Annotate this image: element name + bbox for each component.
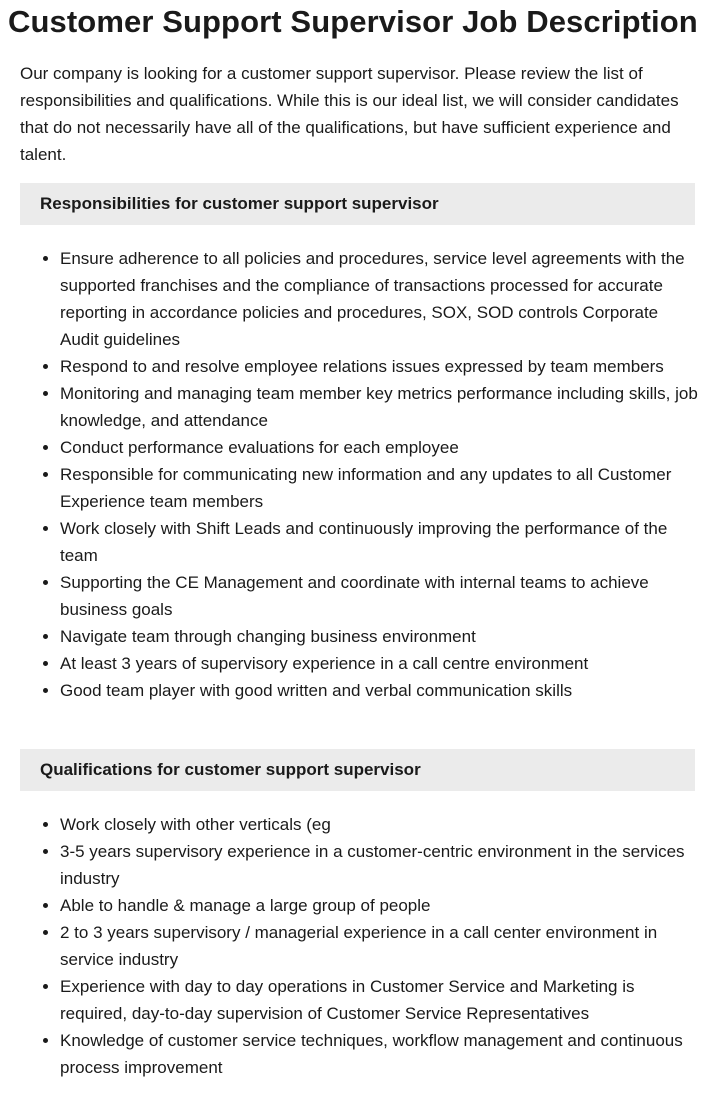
responsibilities-list [20, 245, 700, 704]
list-item: • Good team player with good written and verbal communication skills [60, 677, 700, 704]
list-item: • Ensure adherence to all policies and procedures, service level agreements with the supported franchises and the compliance of transactions processed for accurate reporting in accordance policies and procedures, SOX, SOD controls Corporate Audit guidelines [60, 245, 700, 353]
list-item: • Monitoring and managing team member key metrics performance including skills, job knowledge, and attendance [60, 380, 700, 434]
list-item: • 2 to 3 years supervisory / managerial experience in a call center environment in service industry [60, 919, 700, 973]
list-item: • Responsible for communicating new information and any updates to all Customer Experience team members [60, 461, 700, 515]
list-item: • Conduct performance evaluations for each employee [60, 434, 700, 461]
list-item: • Navigate team through changing business environment [60, 623, 700, 650]
list-item: • 3-5 years supervisory experience in a customer-centric environment in the services industry [60, 838, 700, 892]
list-item: • Work closely with Shift Leads and continuously improving the performance of the team [60, 515, 700, 569]
qualifications-list [20, 811, 700, 1081]
page-title: Customer Support Supervisor Job Description [8, 4, 698, 39]
list-item: • Able to handle & manage a large group of people [60, 892, 700, 919]
list-item: • Experience with day to day operations in Customer Service and Marketing is required, day-to-day supervision of Customer Service Representatives [60, 973, 700, 1027]
list-item: • Respond to and resolve employee relations issues expressed by team members [60, 353, 700, 380]
list-item: • Work closely with other verticals (eg [60, 811, 700, 838]
intro-paragraph: Our company is looking for a customer support supervisor. Please review the list of responsibilities and qualifications. While this is our ideal list, we will consider candidates that do not necessarily have all of the qualifications, but have sufficient experience and talent. [20, 64, 679, 164]
qualifications-heading: Qualifications for customer support supervisor [20, 749, 695, 791]
responsibilities-heading: Responsibilities for customer support supervisor [20, 183, 695, 225]
list-item: • Supporting the CE Management and coordinate with internal teams to achieve business goals [60, 569, 700, 623]
list-item: • At least 3 years of supervisory experience in a call centre environment [60, 650, 700, 677]
list-item: • Knowledge of customer service techniques, workflow management and continuous process improvement [60, 1027, 700, 1081]
